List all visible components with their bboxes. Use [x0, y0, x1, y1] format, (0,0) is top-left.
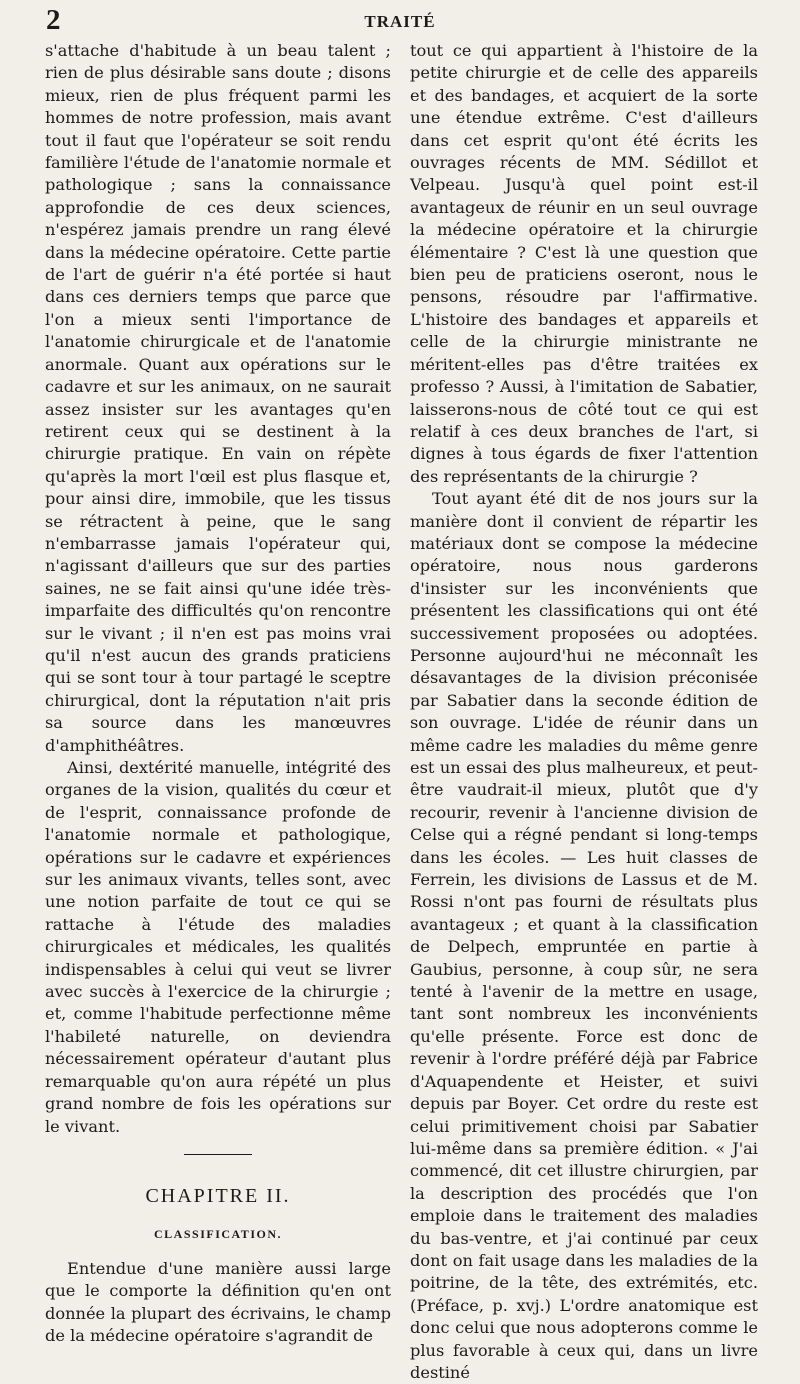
running-title: TRAITÉ [364, 12, 436, 31]
paragraph: Ainsi, dextérité manuelle, intégrité des organes de la vision, qualités du cœur et de l'esprit, connaissance profonde de l'anatomie normale et pathologique, opérations sur le cadavre et expériences sur les animaux vivants, telles sont, avec une notion parfaite de tout ce qui se rattache à l'étude des maladies chirurgicales et médicales, les qualités indispensables à celui qui veut se livrer avec succès à l'exercice de la chirurgie ; et, comme l'habitude perfectionne même l'habileté naturelle, on deviendra nécessairement opérateur d'autant plus remarquable qu'on aura répété un plus grand nombre de fois les opérations sur le vivant. [45, 758, 391, 1136]
chapter-subtitle: CLASSIFICATION. [154, 1227, 282, 1242]
paragraph: Tout ayant été dit de nos jours sur la manière dont il convient de répartir les matériaux dont se compose la médecine opératoire, nous nous garderons d'insister sur les inconvénients que présentent les classifications qui ont été successivement proposées ou adoptées. Personne aujourd'hui ne méconnaît les désavantages de la division préconisée par Sabatier dans la seconde édition de son ouvrage. L'idée de réunir dans un même cadre les maladies du même genre est un essai des plus malheureux, et peut-être vaudrait-il mieux, plutôt que d'y recourir, revenir à l'ancienne division de Celse qui a régné pendant si long-temps dans les écoles. — Les huit classes de Ferrein, les divisions de Lassus et de M. Rossi n'ont pas fourni de résultats plus avantageux ; et quant à la classification de Delpech, empruntée en partie à Gaubius, personne, à coup sûr, ne sera tenté à l'avenir de la mettre en usage, tant sont nombreux les inconvénients qu'elle présente. Force est donc de revenir à l'ordre préféré déjà par Fabrice d'Aquapendente et Heister, et suivi depuis par Boyer. Cet ordre du reste est celui primitivement choisi par Sabatier lui-même dans sa première édition. « J'ai commencé, dit cet illustre chirurgien, par la description des procédés que l'on emploie dans le traitement des maladies du bas-ventre, et j'ai continué par ceux dont on fait usage dans les maladies de la poitrine, de la tête, des extrémités, etc. (Préface, p. xvj.) L'ordre anatomique est donc celui que nous adopterons comme le plus favorable à ceux qui, dans un livre destiné [410, 489, 758, 1382]
right-column [410, 40, 758, 1384]
section-divider [184, 1154, 252, 1155]
paragraph: Entendue d'une manière aussi large que le comporte la définition qu'en ont donnée la plupart des écrivains, le champ de la médecine opératoire s'agrandit de [45, 1258, 391, 1345]
left-column [45, 40, 391, 1347]
page-number: 2 [46, 4, 61, 36]
chapter-title: CHAPITRE II. [145, 1184, 291, 1207]
paragraph: s'attache d'habitude à un beau talent ; rien de plus désirable sans doute ; disons mieux, rien de plus fréquent parmi les hommes de notre profession, mais avant tout il faut que l'opérateur se soit rendu familière l'étude de l'anatomie normale et pathologique ; sans la connaissance approfondie de ces deux sciences, n'espérez jamais prendre un rang élevé dans la médecine opératoire. Cette partie de l'art de guérir n'a été portée si haut dans ces derniers temps que parce que l'on a mieux senti l'importance de l'anatomie chirurgicale et de l'anatomie anormale. Quant aux opérations sur le cadavre et sur les animaux, on ne saurait assez insister sur les avantages qu'en retirent ceux qui se destinent à la chirurgie pratique. En vain on répète qu'après la mort l'œil est plus flasque et, pour ainsi dire, immobile, que les tissus se rétractent à peine, que le sang n'embarrasse jamais l'opérateur qui, n'agissant d'ailleurs que sur des parties saines, ne se fait ainsi qu'une idée très-imparfaite des difficultés qu'on rencontre sur le vivant ; il n'en est pas moins vrai qu'il n'est aucun des grands praticiens qui se sont tour à tour partagé le sceptre chirurgical, dont la réputation n'ait pris sa source dans les manœuvres d'amphithéâtres. [45, 41, 391, 755]
paragraph: tout ce qui appartient à l'histoire de la petite chirurgie et de celle des appareils et des bandages, et acquiert de la sorte une étendue extrême. C'est d'ailleurs dans cet esprit qu'ont été écrits les ouvrages récents de MM. Sédillot et Velpeau. Jusqu'à quel point est-il avantageux de réunir en un seul ouvrage la médecine opératoire et la chirurgie élémentaire ? C'est là une question que bien peu de praticiens oseront, nous le pensons, résoudre par l'affirmative. L'histoire des bandages et appareils et celle de la chirurgie ministrante ne méritent-elles pas d'être traitées ex professo ? Aussi, à l'imitation de Sabatier, laisserons-nous de côté tout ce qui est relatif à ces deux branches de l'art, si dignes à tous égards de fixer l'attention des représentants de la chirurgie ? [410, 41, 758, 486]
